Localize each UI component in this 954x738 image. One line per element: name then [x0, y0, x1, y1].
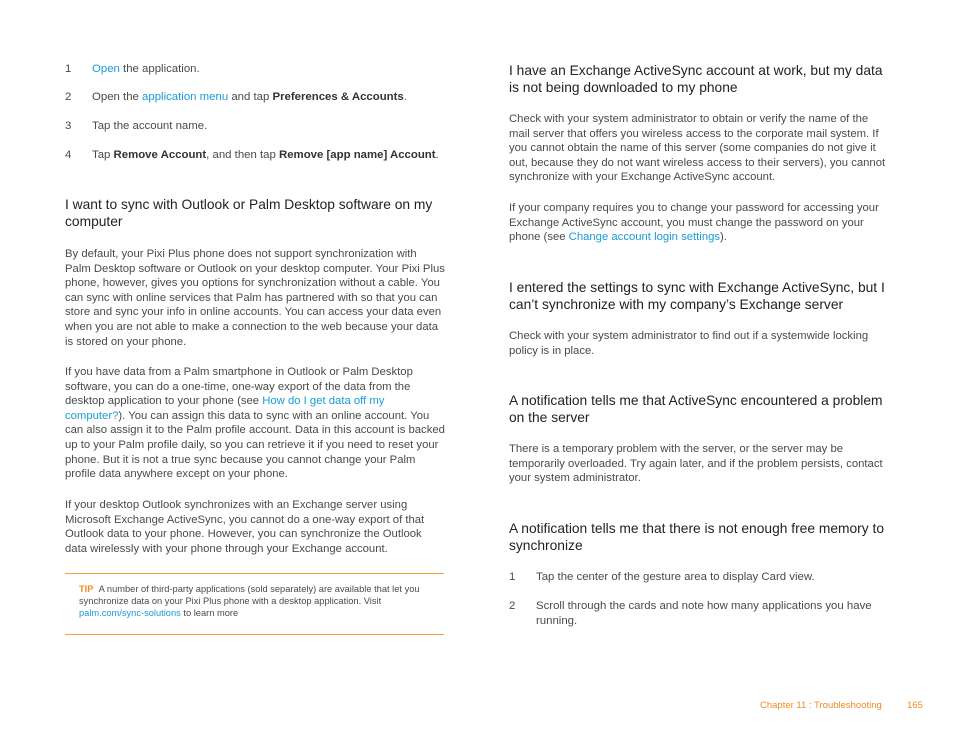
section-heading-cant-sync-exchange: I entered the settings to sync with Exchange ActiveSync, but I can’t synchronize with my company’s Exchange server	[509, 280, 885, 312]
change-account-login-link[interactable]: Change account login settings	[568, 231, 721, 244]
paragraph: Check with your system administrator to obtain or verify the name of the mail server that offers you wireless access to the corporate mail system. If you cannot obtain the name of this server (some companies do not give it out, because they do not want wireless access to their servers), you cannot synchronize with your Exchange ActiveSync account.	[509, 113, 886, 184]
open-link[interactable]: Open	[92, 63, 120, 75]
step-bold: Remove Account	[113, 149, 207, 161]
step-text: .	[435, 149, 439, 161]
paragraph: Check with your system administrator to find out if a systemwide locking policy is in place.	[509, 330, 869, 357]
get-data-off-computer-link[interactable]: How do I get data off my computer?	[65, 395, 385, 422]
step-text: and tap	[228, 91, 273, 103]
section-heading-sync-outlook: I want to sync with Outlook or Palm Desktop software on my computer	[65, 197, 433, 229]
step-number: 1	[65, 63, 72, 75]
footer-chapter: Chapter 11 : Troubleshooting	[760, 700, 882, 711]
paragraph: There is a temporary problem with the server, or the server may be temporarily overloaded. Try again later, and if the problem persists, contact your system administrator.	[509, 443, 883, 485]
step-text: Open the	[92, 91, 143, 103]
sync-solutions-link[interactable]: palm.com/sync-solutions	[79, 608, 181, 619]
tip-label: TIP	[79, 584, 94, 594]
tip-top-rule	[65, 573, 444, 574]
step-text: , and then tap	[206, 149, 279, 161]
paragraph: If your desktop Outlook synchronizes with an Exchange server using Microsoft Exchange ActiveSync, you cannot do a one-way export of that Outlook data to your phone. However, you can synchronize the Outlook data wirelessly with your phone through your Exchange account.	[65, 499, 425, 555]
section-heading-activesync-problem: A notification tells me that ActiveSync encountered a problem on the server	[509, 393, 883, 425]
paragraph: If you have data from a Palm smartphone in Outlook or Palm Desktop software, you can do a one-time, one-way export of the data from the desktop application to your phone (see How do I get data off my computer?). You can assign this data to sync with an online account. You can also assign it to the Palm profile account. Data in this account is backed up to your Palm profile daily, so you can retrieve it if you need to reset your phone. But it is not a true sync because you cannot change your Palm profile data anywhere except on your phone.	[65, 366, 445, 481]
step-bold: Remove [app name] Account	[279, 149, 436, 161]
step-number: 2	[509, 600, 516, 612]
step-text: Tap the account name.	[92, 120, 208, 132]
section-heading-exchange-not-downloading: I have an Exchange ActiveSync account at work, but my data is not being downloaded to my phone	[509, 63, 883, 95]
page-number: 165	[907, 700, 923, 711]
tip-box	[79, 583, 431, 620]
tip-bottom-rule	[65, 634, 444, 635]
step-number: 4	[65, 149, 72, 161]
section-heading-not-enough-memory: A notification tells me that there is not enough free memory to synchronize	[509, 521, 885, 553]
application-menu-link[interactable]: application menu	[142, 91, 229, 103]
tip-text: to learn more	[180, 608, 239, 619]
step-number: 2	[65, 91, 72, 103]
step-number: 3	[65, 120, 72, 132]
step-number: 1	[509, 571, 516, 583]
tip-text: A number of third-party applications (sold separately) are available that let you synchronize data on your Pixi Plus phone with a desktop application. Visit	[79, 584, 420, 607]
step-text: Scroll through the cards and note how many applications you have running.	[536, 600, 872, 627]
step-bold: Preferences & Accounts	[272, 91, 404, 103]
step-text: Tap the center of the gesture area to display Card view.	[536, 571, 815, 583]
step-text: Tap	[92, 149, 114, 161]
paragraph: If your company requires you to change your password for accessing your Exchange ActiveSync account, you must change the password on your phone (see Change account login settings).	[509, 202, 879, 244]
step-text: .	[403, 91, 407, 103]
paragraph: By default, your Pixi Plus phone does not support synchronization with Palm Desktop software or Outlook on your desktop computer. Your Pixi Plus phone, however, gives you options for synchronization without a cable. You can sync with online services that Palm has partnered with so that you can store and sync your info in online accounts. You can access your data even when you are not able to make a connection to the web because your data is stored on your phone.	[65, 248, 445, 348]
step-text: the application.	[119, 63, 200, 75]
